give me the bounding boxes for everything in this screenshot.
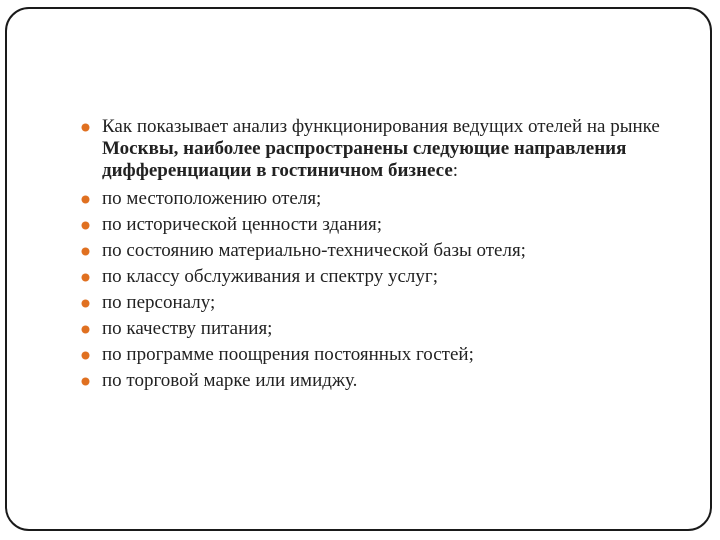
list-item — [80, 240, 700, 262]
bullet-icon — [81, 123, 90, 132]
bullet-icon — [81, 351, 90, 360]
list-item-text: по исторической ценности здания; — [102, 214, 382, 235]
list-item-text: по местоположению отеля; — [102, 188, 322, 209]
list-item — [80, 214, 700, 236]
bullet-icon — [81, 195, 90, 204]
intro-bold-text: Москвы, наиболее распространены следующие направления дифференциации в гостиничном бизнесе — [102, 138, 627, 181]
bullet-icon — [81, 221, 90, 230]
bullet-icon — [81, 299, 90, 308]
bullet-icon — [81, 273, 90, 282]
intro-suffix: : — [452, 160, 459, 181]
list-item-text: по торговой марке или имиджу. — [102, 370, 358, 391]
list-item — [80, 344, 700, 366]
list-item-text: по качеству питания; — [102, 318, 273, 339]
list-item-text: по состоянию материально-технической базы отеля; — [102, 240, 526, 261]
list-item — [80, 318, 700, 340]
bullet-icon — [81, 247, 90, 256]
list-item-text: по программе поощрения постоянных гостей; — [102, 344, 474, 365]
intro-text: Как показывает анализ функционирования ведущих отелей на рынке — [102, 116, 660, 137]
list-item — [80, 292, 700, 314]
bullet-icon — [81, 325, 90, 334]
list-item — [80, 370, 700, 392]
list-item-intro — [80, 116, 700, 182]
bullet-list — [80, 116, 700, 396]
list-item — [80, 266, 700, 288]
bullet-icon — [81, 377, 90, 386]
list-item-text: по персоналу; — [102, 292, 216, 313]
list-item-text: по классу обслуживания и спектру услуг; — [102, 266, 438, 287]
list-item — [80, 188, 700, 210]
